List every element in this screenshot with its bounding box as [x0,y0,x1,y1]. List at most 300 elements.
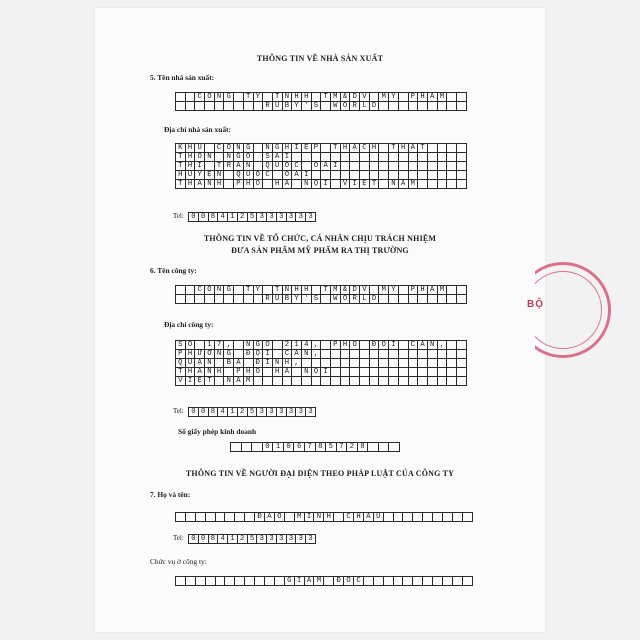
char-box: 7 [214,341,224,350]
char-box [215,513,225,522]
char-box: H [185,368,195,377]
char-box: Đ [369,341,379,350]
char-box [413,513,423,522]
char-box [311,377,321,386]
char-box: N [427,341,437,350]
char-box [379,171,389,180]
char-box: N [301,350,311,359]
char-box [447,102,457,111]
char-box [369,286,379,295]
char-box: N [214,350,224,359]
char-box: 2 [237,408,247,417]
char-box: 0 [198,213,208,222]
char-box [224,171,234,180]
char-box: Ạ [350,144,360,153]
char-box [398,341,408,350]
char-box [456,377,466,386]
char-box [272,350,282,359]
char-box: U [373,513,383,522]
char-box [301,359,311,368]
char-box [363,577,373,586]
char-box: T [321,286,331,295]
char-box [311,286,321,295]
char-box [452,577,462,586]
company-name-grid [175,285,467,304]
char-box: H [324,513,334,522]
char-box [447,171,457,180]
char-box: 8 [208,213,218,222]
char-box [369,153,379,162]
char-box: O [282,171,292,180]
char-box: H [301,286,311,295]
char-box [369,93,379,102]
char-box [437,180,447,189]
char-box [398,295,408,304]
char-box: I [321,180,331,189]
char-box: N [205,153,215,162]
char-box: M [314,577,324,586]
char-box [456,286,466,295]
char-box: 8 [315,443,326,452]
char-box [360,171,370,180]
char-box [321,359,331,368]
char-box [321,350,331,359]
char-box [447,359,457,368]
char-box [282,377,292,386]
char-box: C [344,513,354,522]
company-tel-grid [188,407,316,417]
char-box-row [189,408,316,417]
char-box [418,153,428,162]
char-box: Ố [253,368,263,377]
char-box [321,295,331,304]
char-box: 0 [189,535,199,544]
char-box: I [321,368,331,377]
char-box: M [331,93,341,102]
char-box: 2 [282,341,292,350]
char-box: N [301,368,311,377]
char-box-row [176,295,467,304]
char-box: 1 [292,341,302,350]
char-box: Ô [224,144,234,153]
char-box: U [185,359,195,368]
char-box: Y [253,286,263,295]
char-box: 3 [267,535,277,544]
char-box: I [294,577,304,586]
char-box [379,144,389,153]
char-box: T [176,180,186,189]
char-box [369,171,379,180]
char-box [447,153,457,162]
char-box: Õ [263,341,273,350]
char-box: U [243,171,253,180]
char-box: Ỹ [389,93,399,102]
char-box-row [176,341,467,350]
char-box [350,359,360,368]
char-box [243,102,253,111]
char-box [176,295,186,304]
char-box [252,443,263,452]
char-box: 4 [218,408,228,417]
char-box [360,153,370,162]
char-box [205,513,215,522]
char-box: S [311,295,321,304]
char-box [176,93,186,102]
char-box: 0 [262,443,273,452]
char-box [205,144,215,153]
char-box: N [205,180,215,189]
char-box: A [234,359,244,368]
char-box [253,153,263,162]
char-box [408,350,418,359]
char-box: 3 [257,535,267,544]
char-box-row [189,535,316,544]
char-box [389,377,399,386]
char-box: & [340,286,350,295]
char-box: Ệ [360,180,370,189]
char-box [433,577,443,586]
char-box [350,368,360,377]
char-box: 1 [228,535,238,544]
char-box: Ô [205,286,215,295]
char-box [195,102,205,111]
char-box [398,377,408,386]
char-box: B [282,295,292,304]
char-box: Ẩ [427,93,437,102]
char-box [263,93,273,102]
char-box [452,513,462,522]
char-box: Ấ [408,144,418,153]
char-box: Y [195,171,205,180]
char-box [311,359,321,368]
char-box [418,162,428,171]
char-box: , [437,341,447,350]
char-box: 3 [276,408,286,417]
char-box [413,577,423,586]
char-box: N [301,180,311,189]
char-box: , [311,350,321,359]
char-box [456,350,466,359]
char-box: 1 [228,213,238,222]
char-box [311,153,321,162]
char-box: W [331,102,341,111]
char-box: N [282,286,292,295]
char-box: C [408,341,418,350]
char-box: Ấ [418,341,428,350]
char-box-row [176,171,467,180]
char-box: C [214,144,224,153]
char-box: T [214,162,224,171]
char-box: Y [292,295,302,304]
char-box: S [311,102,321,111]
char-box [214,102,224,111]
char-box: M [408,180,418,189]
stamp-text: BỘ [527,299,544,310]
char-box [350,350,360,359]
char-box: 3 [306,408,316,417]
char-box: 4 [218,213,228,222]
char-box [368,443,379,452]
char-box: Y [292,102,302,111]
char-box: M [379,93,389,102]
char-box: À [265,513,275,522]
char-box: 3 [286,408,296,417]
char-box [462,513,472,522]
char-box [398,93,408,102]
char-box-row [176,368,467,377]
char-box: Q [234,171,244,180]
char-box: 3 [296,213,306,222]
char-box: H [272,368,282,377]
char-box [321,144,331,153]
char-box: H [214,368,224,377]
char-box [383,513,393,522]
position-grid [175,576,473,586]
char-box: T [331,144,341,153]
char-box: Ố [185,341,195,350]
char-box [418,171,428,180]
char-box [403,513,413,522]
char-box: ' [301,102,311,111]
char-box [389,350,399,359]
char-box: H [369,144,379,153]
char-box: H [185,180,195,189]
char-box [379,153,389,162]
char-box: G [253,341,263,350]
char-box [456,171,466,180]
char-box-row [176,93,467,102]
char-box: G [224,286,234,295]
char-box: 3 [286,535,296,544]
char-box [447,341,457,350]
char-box [423,577,433,586]
char-box: N [214,286,224,295]
char-box [311,171,321,180]
char-box [245,577,255,586]
char-box: H [185,350,195,359]
char-box [443,513,453,522]
char-box [360,359,370,368]
char-box: Đ [334,577,344,586]
char-box [331,368,341,377]
char-box [340,171,350,180]
char-box [383,577,393,586]
char-box: 3 [257,213,267,222]
char-box [398,359,408,368]
char-box [263,286,273,295]
char-box: Q [176,359,186,368]
char-box: A [234,377,244,386]
company-name-label: 6. Tên công ty: [150,266,197,275]
char-box [437,377,447,386]
char-box: Ỹ [389,286,399,295]
char-box [437,295,447,304]
char-box-row [176,102,467,111]
char-box [265,577,275,586]
char-box [427,359,437,368]
business-license-grid [230,442,400,452]
char-box: N [282,93,292,102]
company-tel-label: Tel: [173,407,184,415]
char-box: 7 [304,443,315,452]
char-box [447,368,457,377]
position-label: Chức vụ ở công ty: [150,557,207,566]
char-box: 8 [357,443,368,452]
char-box [398,286,408,295]
char-box [185,102,195,111]
char-box: H [292,286,302,295]
char-box [447,350,457,359]
char-box [253,295,263,304]
char-box [331,171,341,180]
char-box [408,171,418,180]
char-box [379,350,389,359]
char-box: U [185,171,195,180]
char-box [214,295,224,304]
char-box [403,577,413,586]
producer-name-label: 5. Tên nhà sản xuất: [150,73,215,82]
char-box [334,513,344,522]
char-box [456,359,466,368]
char-box [398,162,408,171]
char-box: V [360,286,370,295]
char-box: Ờ [205,350,215,359]
char-box: 6 [294,443,305,452]
char-box: R [350,295,360,304]
char-box [253,377,263,386]
char-box: I [301,171,311,180]
char-box [235,513,245,522]
char-box: U [272,295,282,304]
char-box: P [331,341,341,350]
char-box [369,377,379,386]
char-box: Ộ [379,341,389,350]
char-box: S [263,153,273,162]
char-box: Ệ [205,171,215,180]
char-box: 8 [208,535,218,544]
char-box [360,377,370,386]
char-box [224,102,234,111]
char-box [418,368,428,377]
char-box [292,377,302,386]
char-box [350,162,360,171]
char-box [350,377,360,386]
char-box: I [389,341,399,350]
char-box [234,341,244,350]
char-box-row [176,144,467,153]
company-address-grid [175,340,467,386]
char-box: C [195,93,205,102]
char-box-row [176,153,467,162]
producer-tel-grid [188,212,316,222]
char-box [176,286,186,295]
char-box [185,513,195,522]
char-box: H [398,144,408,153]
char-box: Q [263,162,273,171]
char-box: G [234,153,244,162]
char-box-row [231,443,400,452]
char-box: T [272,93,282,102]
char-box: Ư [195,350,205,359]
business-license-label: Số giấy phép kinh doanh [178,427,257,436]
char-box: N [314,513,324,522]
char-box [253,102,263,111]
char-box: H [292,93,302,102]
char-box: 3 [276,213,286,222]
char-box: N [224,377,234,386]
char-box [433,513,443,522]
char-box [379,377,389,386]
char-box [331,350,341,359]
char-box: N [243,341,253,350]
char-box: À [282,180,292,189]
char-box: N [214,93,224,102]
char-box: N [205,368,215,377]
char-box: Đ [243,350,253,359]
char-box: Đ [255,513,265,522]
char-box [447,93,457,102]
char-box: U [195,144,205,153]
char-box: P [176,350,186,359]
char-box [234,93,244,102]
representative-name-label: 7. Họ và tên: [150,490,191,499]
char-box [418,359,428,368]
char-box: ' [301,295,311,304]
char-box: G [272,144,282,153]
char-box-row [176,180,467,189]
char-box: R [263,295,273,304]
char-box: 0 [189,408,199,417]
char-box: 3 [296,408,306,417]
char-box [443,577,453,586]
char-box: C [360,144,370,153]
char-box: R [224,162,234,171]
char-box [427,295,437,304]
char-box [360,341,370,350]
char-box [321,341,331,350]
char-box [379,102,389,111]
char-box [241,443,252,452]
char-box [234,350,244,359]
char-box: Ố [282,162,292,171]
char-box [418,180,428,189]
char-box: Ố [253,180,263,189]
char-box: A [398,180,408,189]
char-box: N [224,153,234,162]
char-box: T [418,144,428,153]
char-box [456,153,466,162]
char-box [389,153,399,162]
char-box [234,286,244,295]
char-box [301,377,311,386]
char-box: G [224,350,234,359]
char-box: Ố [344,577,354,586]
char-box [379,180,389,189]
char-box [398,171,408,180]
char-box [243,359,253,368]
char-box [360,162,370,171]
char-box [331,180,341,189]
char-box: 1 [205,341,215,350]
char-box [447,144,457,153]
char-box [437,144,447,153]
char-box: P [234,180,244,189]
char-box: D [350,93,360,102]
char-box: M [437,93,447,102]
char-box [456,93,466,102]
char-box [225,513,235,522]
char-box: T [243,93,253,102]
